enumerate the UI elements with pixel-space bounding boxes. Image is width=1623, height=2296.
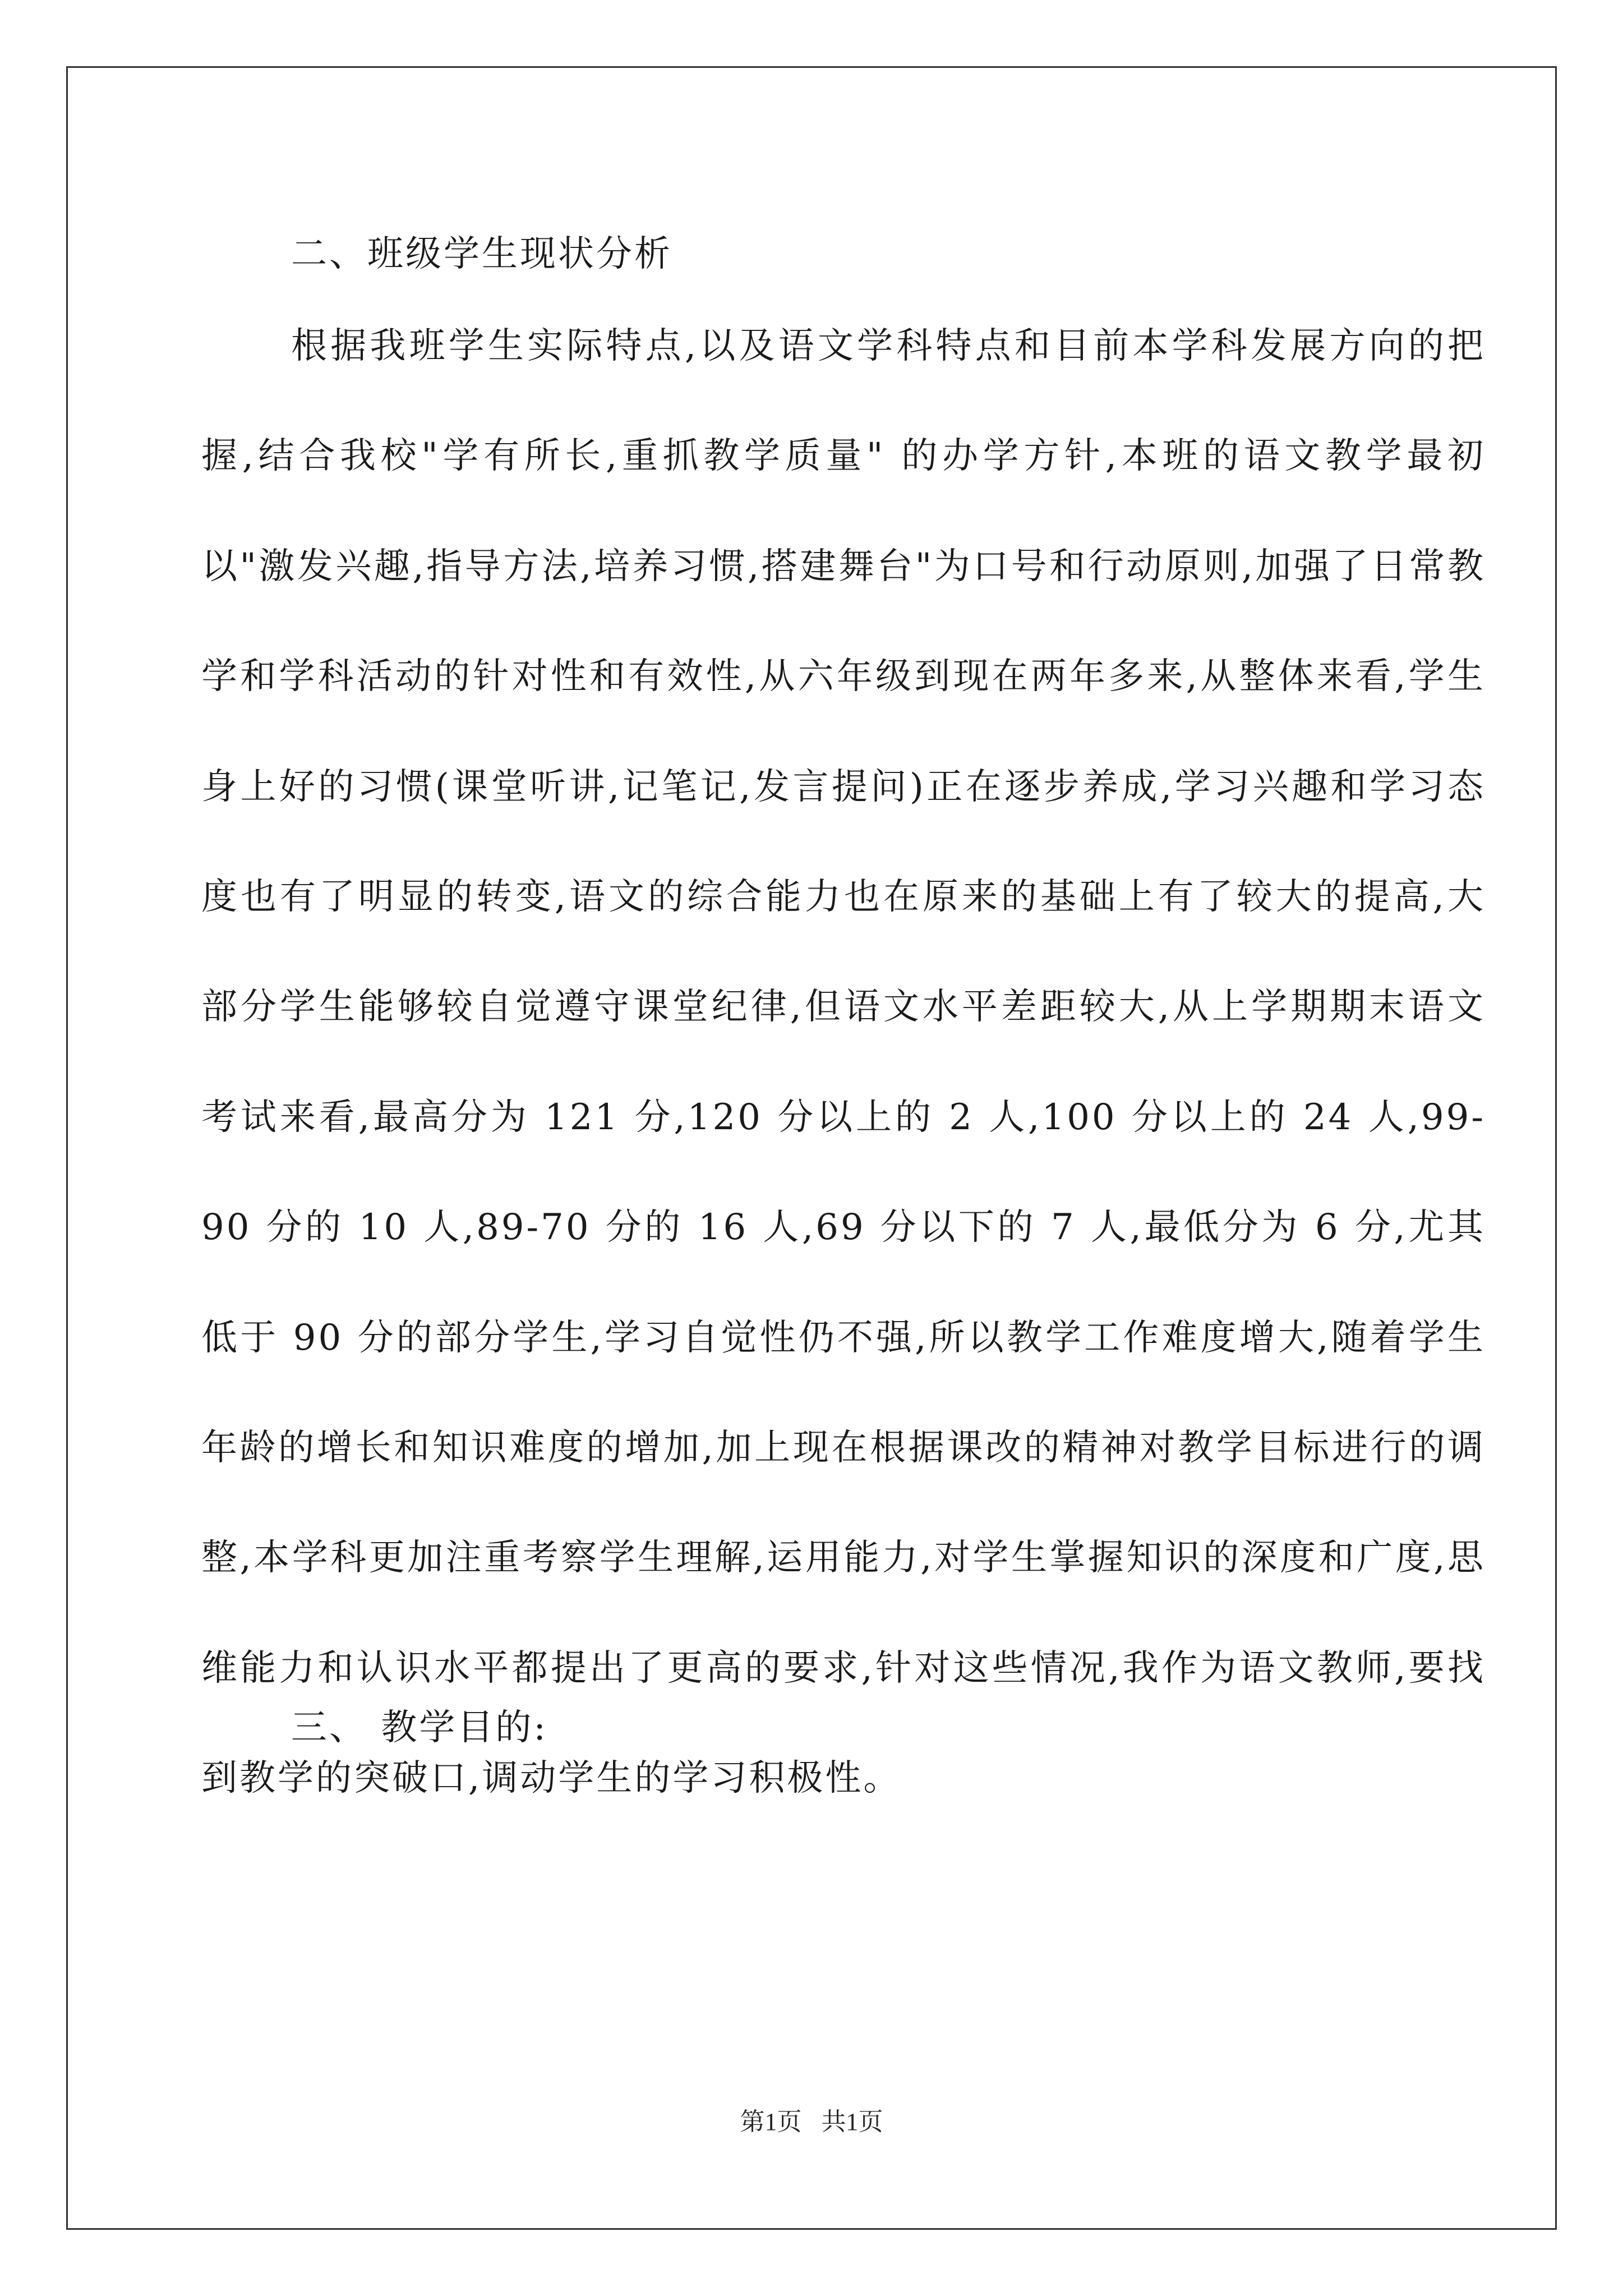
- page-frame: [66, 66, 1557, 2230]
- page-total: 共1页: [821, 2108, 883, 2136]
- page-number: 第1页: [740, 2108, 802, 2136]
- section-heading-two: 二、班级学生现状分析: [291, 233, 672, 275]
- analysis-paragraph: 根据我班学生实际特点,以及语文学科特点和目前本学科发展方向的把握,结合我校"学有所长,重抓教学质量" 的办学方针,本班的语文教学最初以"激发兴趣,指导方法,培养习惯,搭建舞台"为口号和行动原则,加强了日常教学和学科活动的针对性和有效性,从六年级到现在两年多来,从整体来看,学生身上好的习惯(课堂听讲,记笔记,发言提问)正在逐步养成,学习兴趣和学习态度也有了明显的转变,语文的综合能力也在原来的基础上有了较大的提高,大部分学生能够较自觉遵守课堂纪律,但语文水平差距较大,从上学期期末语文考试来看,最高分为 121 分,120 分以上的 2 人,100 分以上的 24 人,99-90 分的 10 人,89-70 分的 16 人,69 分以下的 7 人,最低分为 6 分,尤其低于 90 分的部分学生,学习自觉性仍不强,所以教学工作难度增大,随着学生年龄的增长和知识难度的增加,加上现在根据课改的精神对教学目标进行的调整,本学科更加注重考察学生理解,运用能力,对学生掌握知识的深度和广度,思维能力和认识水平都提出了更高的要求,针对这些情况,我作为语文教师,要找到教学的突破口,调动学生的学习积极性。: [201, 325, 1486, 1800]
- page-footer: [0, 2108, 1623, 2136]
- section-heading-three: 三、 教学目的:: [291, 1707, 548, 1749]
